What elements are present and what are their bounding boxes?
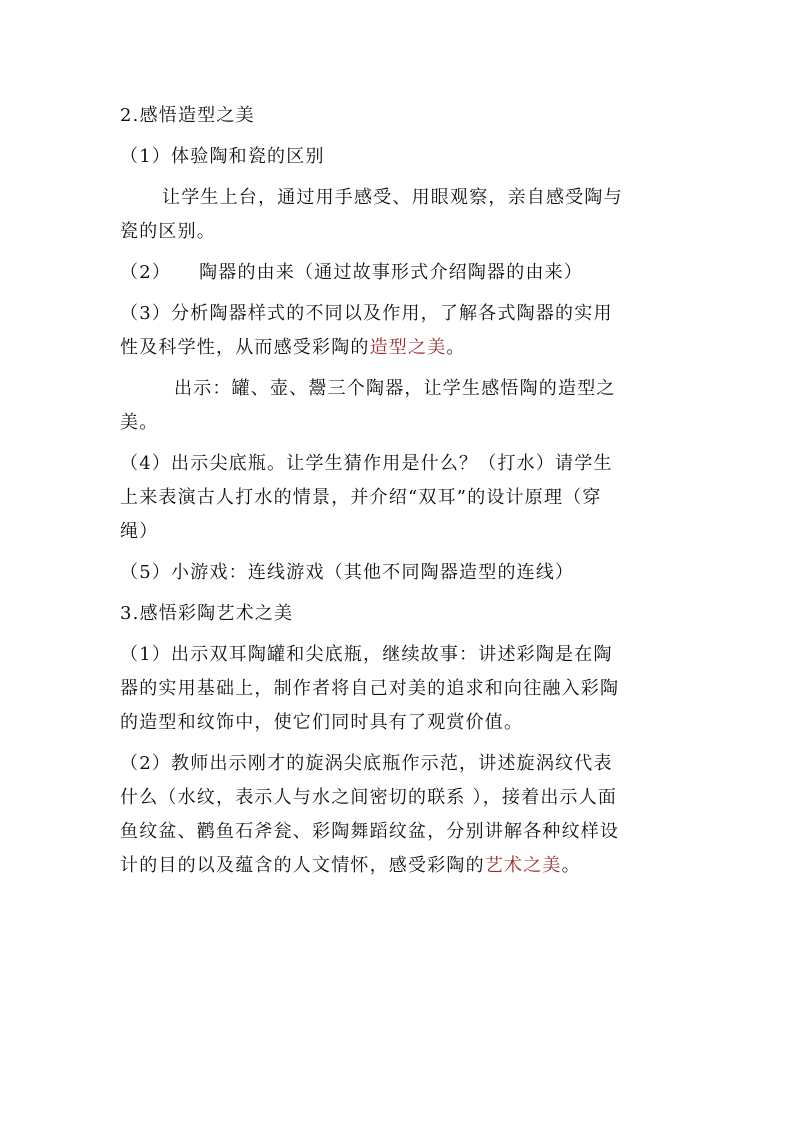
paragraph-line: 美。 [120, 412, 159, 433]
highlight-text: 造型之美 [369, 337, 447, 358]
item-text: 陶器的由来（通过故事形式介绍陶器的由来） [199, 262, 584, 283]
subsection-heading: （5）小游戏：连线游戏（其他不同陶器造型的连线） [120, 562, 575, 583]
text-segment: 性及科学性，从而感受彩陶的 [120, 337, 370, 358]
paragraph-line: 上来表演古人打水的情景，并介绍“双耳”的设计原理（穿 [120, 487, 602, 508]
paragraph-line: （3）分析陶器样式的不同以及作用，了解各式陶器的实用 [120, 303, 613, 324]
paragraph-line: 出示：罐、壶、鬶三个陶器，让学生感悟陶的造型之 [174, 378, 616, 399]
text-segment: 。 [446, 337, 466, 358]
paragraph-line [120, 849, 680, 883]
paragraph-line [120, 331, 680, 365]
paragraph-line: 瓷的区别。 [120, 221, 216, 242]
highlight-text: 艺术之美 [484, 855, 562, 876]
paragraph-line: （4）出示尖底瓶。让学生猜作用是什么？（打水）请学生 [120, 453, 613, 474]
document-body [120, 99, 680, 883]
paragraph-line: 让学生上台，通过用手感受、用眼观察，亲自感受陶与 [162, 187, 623, 208]
paragraph-line: 什么（水纹，表示人与水之间密切的联系 ），接着出示人面 [120, 787, 618, 808]
paragraph-line: （1）出示双耳陶罐和尖底瓶，继续故事：讲述彩陶是在陶 [120, 644, 613, 665]
paragraph-line: 绳） [120, 521, 159, 542]
subsection-heading [120, 256, 680, 290]
text-segment: 计的目的以及蕴含的人文情怀，感受彩陶的 [120, 855, 485, 876]
item-number: （2） [120, 262, 172, 283]
subsection-heading: （1）体验陶和瓷的区别 [120, 146, 325, 167]
section-heading: 3.感悟彩陶艺术之美 [120, 603, 294, 624]
paragraph-line: 器的实用基础上，制作者将自己对美的追求和向往融入彩陶 [120, 678, 620, 699]
paragraph-line: 鱼纹盆、鹳鱼石斧瓮、彩陶舞蹈纹盆，分别讲解各种纹样设 [120, 821, 620, 842]
paragraph-line: 的造型和纹饰中，使它们同时具有了观赏价值。 [120, 712, 524, 733]
text-segment: 。 [561, 855, 581, 876]
paragraph-line: （2）教师出示刚才的旋涡尖底瓶作示范，讲述旋涡纹代表 [120, 753, 613, 774]
section-heading: 2.感悟造型之美 [120, 105, 255, 126]
